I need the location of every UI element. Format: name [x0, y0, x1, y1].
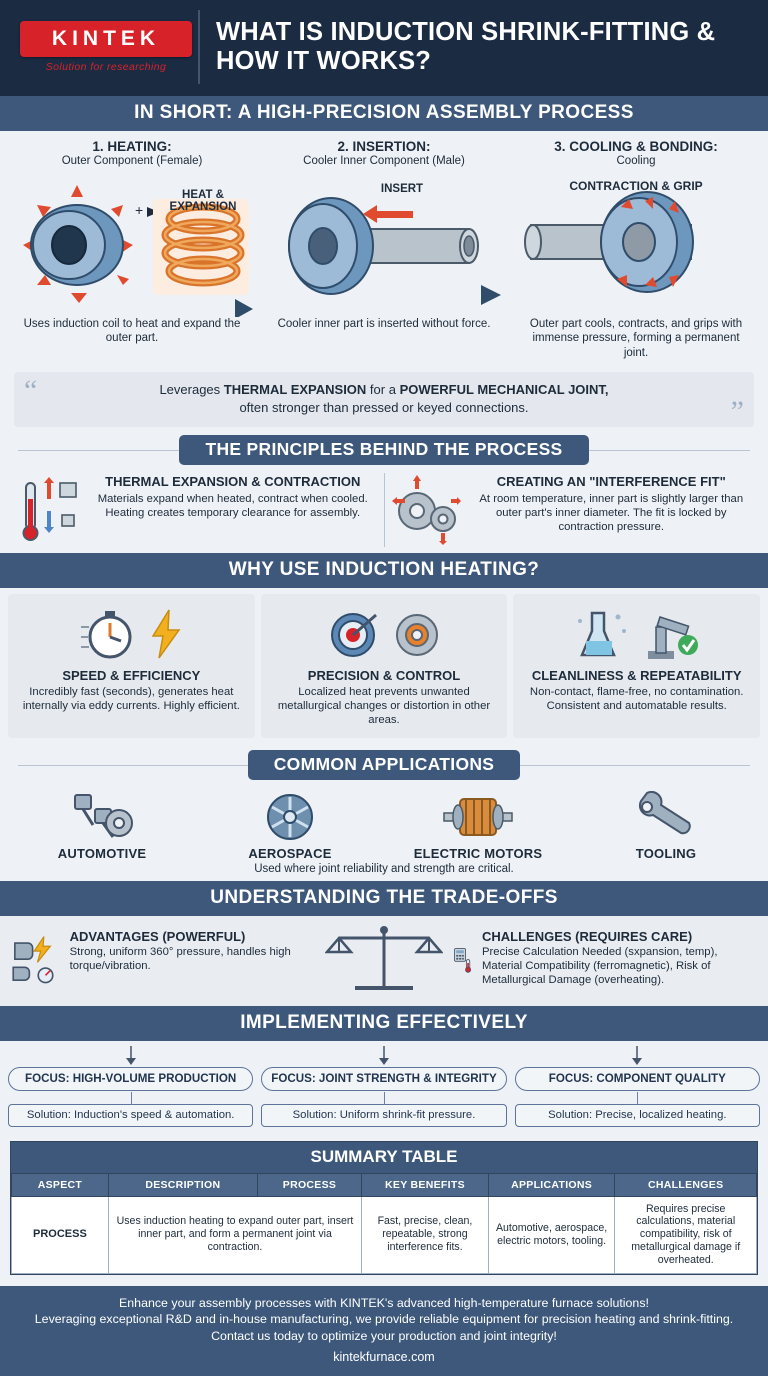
card-art — [269, 602, 500, 666]
applications-heading: COMMON APPLICATIONS — [248, 750, 521, 780]
focus-box: FOCUS: HIGH-VOLUME PRODUCTION — [8, 1067, 253, 1091]
step-subtitle: Outer Component (Female) — [61, 155, 203, 167]
steps-row — [0, 131, 768, 362]
heating-art-label: HEAT & EXPANSION — [169, 189, 237, 213]
focus-box: FOCUS: COMPONENT QUALITY — [515, 1067, 760, 1091]
solution-box: Solution: Uniform shrink-fit pressure. — [261, 1104, 506, 1127]
card-body: Incredibly fast (seconds), generates heat internally via eddy currents. Highly efficient. — [22, 686, 240, 713]
application-electric-motors — [384, 788, 572, 861]
quote-text-a: Leverages — [159, 382, 224, 398]
section-band-implementing: IMPLEMENTING EFFECTIVELY — [0, 1006, 768, 1041]
th-aspect: ASPECT — [12, 1173, 109, 1196]
tradeoff-challenges — [452, 929, 758, 991]
principles-heading-wrap — [0, 435, 768, 465]
card-art — [16, 602, 247, 666]
tradeoffs-row — [0, 916, 768, 1006]
step-caption: Uses induction coil to heat and expand the outer part. — [23, 318, 241, 345]
table-header-row — [12, 1173, 757, 1196]
implementing-section — [0, 1041, 768, 1135]
step-title: 1. HEATING: — [92, 139, 172, 154]
applications-row — [0, 784, 768, 861]
section-band-tradeoffs: UNDERSTANDING THE TRADE-OFFS — [0, 881, 768, 916]
insertion-illustration — [258, 167, 510, 317]
card-precision-control — [261, 594, 508, 737]
gear-icon — [390, 607, 444, 661]
application-tooling — [572, 788, 760, 861]
calculator-thermometer-icons — [452, 929, 474, 991]
step-title: 3. COOLING & BONDING: — [554, 139, 718, 154]
steps-section — [0, 131, 768, 427]
solution-box: Solution: Induction's speed & automation. — [8, 1104, 253, 1127]
principles-heading: THE PRINCIPLES BEHIND THE PROCESS — [179, 435, 588, 465]
logo-plate — [20, 21, 192, 57]
footer-line-1: Enhance your assembly processes with KINTEK's advanced high-temperature furnace solutions! — [119, 1295, 649, 1310]
advantages-text — [70, 929, 316, 973]
applications-note: Used where joint reliability and strength are critical. — [254, 862, 514, 875]
principle-text — [88, 475, 378, 520]
summary-table — [11, 1173, 757, 1275]
th-key-benefits: KEY BENEFITS — [362, 1173, 489, 1196]
card-title: PRECISION & CONTROL — [307, 668, 461, 684]
arrow-down-icon — [8, 1045, 253, 1067]
card-title: SPEED & EFFICIENCY — [62, 668, 201, 684]
advantages-body: Strong, uniform 360° pressure, handles high torque/vibration. — [69, 945, 291, 972]
application-aerospace — [196, 788, 384, 861]
principle-body: At room temperature, inner part is slightly larger than outer part's inner diameter. The fit is locked by contraction pressure. — [479, 493, 744, 534]
quote-open-icon: “ — [24, 374, 38, 408]
cooling-art-label: CONTRACTION & GRIP — [569, 179, 703, 193]
step-cooling — [510, 139, 762, 360]
app-art — [196, 788, 384, 846]
applications-heading-wrap — [0, 750, 768, 780]
arrow-down-icon — [515, 1045, 760, 1067]
heating-illustration — [6, 167, 258, 317]
beaker-icon — [572, 605, 634, 663]
app-label: AEROSPACE — [248, 845, 332, 861]
cooling-illustration — [510, 167, 762, 317]
app-label: AUTOMOTIVE — [57, 845, 147, 861]
challenges-title: CHALLENGES (REQUIRES CARE) — [482, 928, 693, 944]
cell-description: Uses induction heating to expand outer part, insert inner part, and form a permanent joint via contraction. — [108, 1196, 361, 1274]
step-insertion — [258, 139, 510, 360]
card-art — [521, 602, 752, 666]
principles-row — [0, 469, 768, 553]
quote-line-2: often stronger than pressed or keyed connections. — [239, 399, 529, 415]
section-band-why: WHY USE INDUCTION HEATING? — [0, 553, 768, 588]
card-speed-efficiency — [8, 594, 255, 737]
page-title: WHAT IS INDUCTION SHRINK-FITTING & HOW IT WORKS? — [216, 18, 716, 75]
target-icon — [324, 605, 382, 663]
advantages-title: ADVANTAGES (POWERFUL) — [69, 928, 246, 944]
principle-text — [471, 475, 753, 534]
challenges-text — [482, 929, 758, 987]
summary-table-wrap — [10, 1141, 758, 1276]
quote-text-d: POWERFUL MECHANICAL JOINT, — [399, 382, 609, 398]
impl-column-1 — [8, 1045, 253, 1127]
footer-website[interactable]: kintekfurnace.com — [333, 1350, 435, 1365]
challenges-body: Precise Calculation Needed (sxpansion, temp), Material Compatibility (ferromagnetic), Risk of Metallurgical Damage (overheating). — [482, 945, 718, 986]
pistons-gear-icon — [67, 789, 137, 845]
card-body: Localized heat prevents unwanted metallurgical changes or distortion in other areas. — [277, 686, 491, 727]
implementing-row — [8, 1045, 760, 1127]
logo-text: KINTEK — [51, 27, 161, 50]
brand-logo — [14, 10, 200, 84]
principle-title: CREATING AN "INTERFERENCE FIT" — [496, 474, 726, 490]
impl-column-3 — [515, 1045, 760, 1127]
app-label: ELECTRIC MOTORS — [413, 845, 543, 861]
strength-icons — [10, 929, 62, 991]
card-title: CLEANLINESS & REPEATABILITY — [531, 668, 742, 684]
turbine-icon — [261, 789, 319, 845]
quote-text-b: THERMAL EXPANSION — [223, 382, 367, 398]
principle-thermal-expansion — [10, 473, 384, 547]
key-takeaway-quote — [14, 372, 754, 427]
lightning-bolt-icon — [149, 608, 183, 660]
principle-interference-fit — [384, 473, 759, 547]
app-label: TOOLING — [635, 845, 697, 861]
header — [0, 0, 768, 96]
cell-key-benefits: Fast, precise, clean, repeatable, strong interference fits. — [362, 1196, 489, 1274]
step-subtitle: Cooler Inner Component (Male) — [303, 155, 465, 167]
th-applications: APPLICATIONS — [488, 1173, 615, 1196]
cell-challenges: Requires precise calculations, material compatibility, risk of metallurgical damage if overheated. — [615, 1196, 757, 1274]
cell-applications: Automotive, aerospace, electric motors, tooling. — [488, 1196, 615, 1274]
footer-line-2: Leveraging exceptional R&D and in-house manufacturing, we provide reliable equipment for precision heating and shrink-fitting. Contact us today to optimize your production and joint integrity! — [34, 1312, 734, 1343]
robot-arm-icon — [642, 605, 702, 663]
why-cards-row — [0, 588, 768, 741]
insertion-art-label: INSERT — [380, 183, 424, 195]
arrow-down-icon — [261, 1045, 506, 1067]
th-process: PROCESS — [257, 1173, 361, 1196]
principle-body: Materials expand when heated, contract when cooled. Heating creates temporary clearance for assembly. — [97, 493, 368, 520]
th-challenges: CHALLENGES — [615, 1173, 757, 1196]
step-caption: Cooler inner part is inserted without force. — [277, 318, 491, 330]
balance-scale-icon — [325, 922, 443, 998]
table-row — [12, 1196, 757, 1274]
app-art — [384, 788, 572, 846]
step-heating — [6, 139, 258, 360]
logo-tagline: Solution for researching — [45, 61, 167, 73]
svg-text:+: + — [135, 202, 144, 218]
wrench-icon — [631, 791, 701, 843]
principle-title: THERMAL EXPANSION & CONTRACTION — [105, 474, 361, 490]
th-description: DESCRIPTION — [108, 1173, 257, 1196]
rotor-icon — [438, 791, 518, 843]
card-cleanliness-repeatability — [513, 594, 760, 737]
focus-box: FOCUS: JOINT STRENGTH & INTEGRITY — [261, 1067, 506, 1091]
quote-text-c: for a — [366, 382, 400, 398]
app-art — [572, 788, 760, 846]
application-automotive — [8, 788, 196, 861]
gears-icon — [391, 475, 463, 545]
thermometer-cubes-icon — [16, 475, 80, 545]
step-subtitle: Cooling — [616, 155, 656, 167]
card-body: Non-contact, flame-free, no contamination. Consistent and automatable results. — [529, 686, 744, 713]
step-caption: Outer part cools, contracts, and grips with immense pressure, forming a permanent joint. — [529, 318, 743, 359]
quote-close-icon: ” — [730, 395, 744, 429]
tradeoff-advantages — [10, 929, 316, 991]
balance-scale-illustration — [324, 922, 444, 998]
section-band-in-short: IN SHORT: A HIGH-PRECISION ASSEMBLY PROCESS — [0, 96, 768, 131]
cell-aspect: PROCESS — [12, 1196, 109, 1274]
footer — [0, 1286, 768, 1376]
stopwatch-icon — [79, 605, 141, 663]
impl-column-2 — [261, 1045, 506, 1127]
app-art — [8, 788, 196, 846]
summary-title: SUMMARY TABLE — [11, 1142, 757, 1173]
solution-box: Solution: Precise, localized heating. — [515, 1104, 760, 1127]
step-title: 2. INSERTION: — [337, 139, 431, 154]
